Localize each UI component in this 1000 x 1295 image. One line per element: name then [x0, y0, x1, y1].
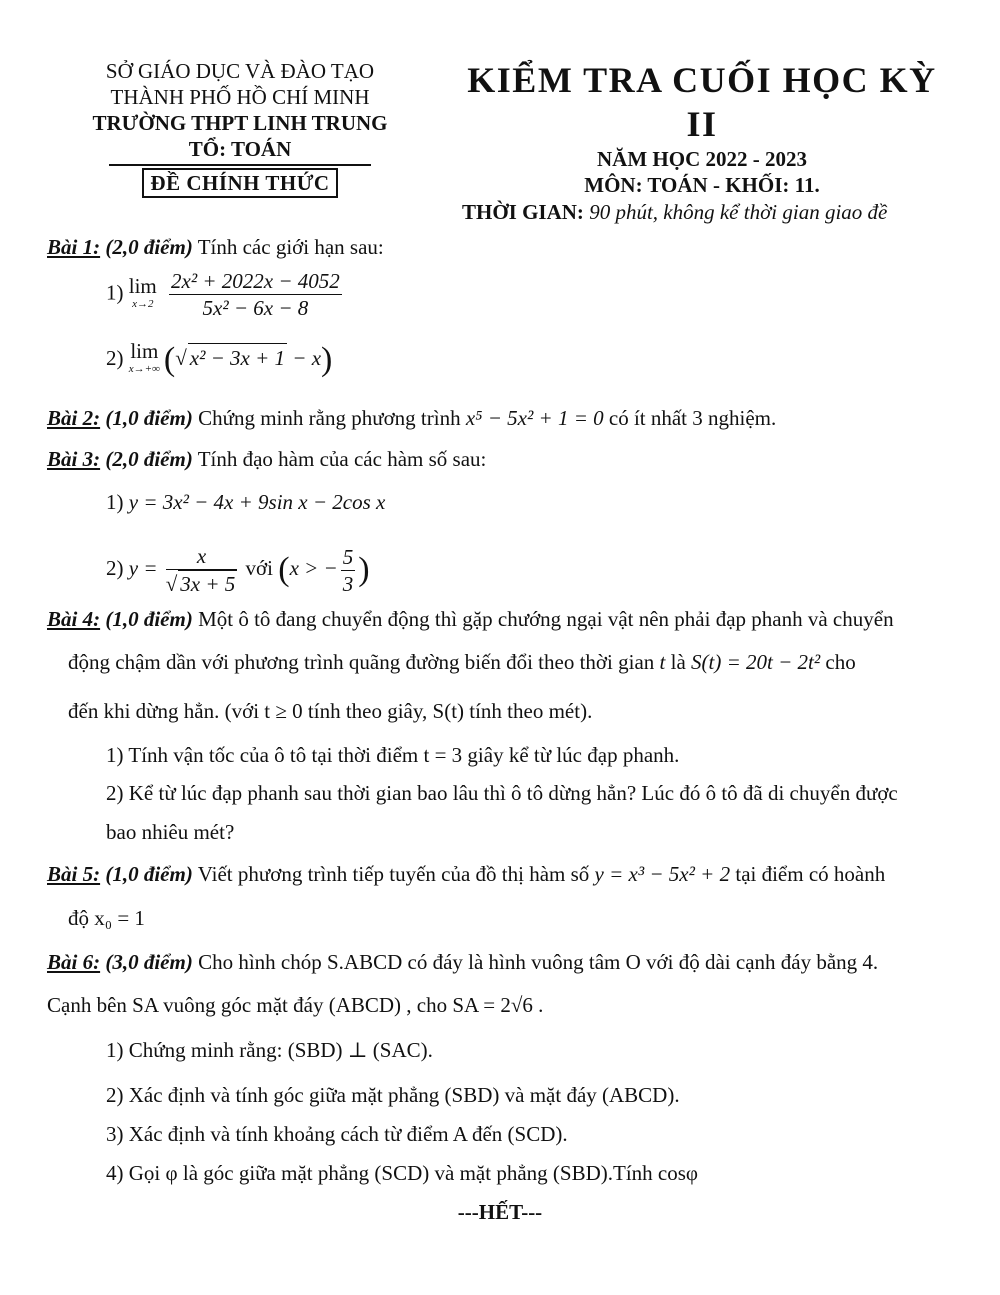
bai3-q2-fraction — [166, 543, 238, 597]
bai1-q1-fraction — [169, 268, 342, 321]
paren-close: ) — [321, 341, 333, 378]
sqrt-radicand: x² − 3x + 1 — [188, 343, 287, 372]
bai1-q2-limit — [128, 339, 160, 378]
bai4-q2a: 2) Kể từ lúc đạp phanh sau thời gian bao lâu thì ô tô dừng hẳn? Lúc đó ô tô đã di chuyển được — [106, 781, 898, 805]
bai4-var-t: t — [659, 650, 666, 674]
city-name: THÀNH PHỐ HỒ CHÍ MINH — [110, 85, 370, 109]
header-right — [452, 58, 952, 226]
bai3-q2 — [106, 543, 370, 597]
end-marker: ---HẾT--- — [457, 1200, 543, 1224]
bai2-tail: có ít nhất 3 nghiệm. — [608, 406, 777, 430]
bai4-label: Bài 4: — [47, 607, 101, 631]
bai2-equation: x⁵ − 5x² + 1 = 0 — [465, 406, 604, 430]
bai5-text: Viết phương trình tiếp tuyến của đồ thị hàm số — [197, 862, 590, 886]
subject-line: MÔN: TOÁN - KHỐI: 11. — [584, 173, 820, 197]
fraction-numerator: 5 — [342, 544, 354, 569]
bai5-line2: độ x₀ = 1 — [68, 906, 145, 930]
bai3-q1-equation: y = 3x² − 4x + 9sin x − 2cos x — [128, 490, 386, 514]
fraction-numerator: 2x² + 2022x − 4052 — [171, 269, 340, 293]
bai4-line2 — [68, 648, 856, 676]
bai1-q1-num: 1) — [106, 280, 124, 305]
paren-open: ( — [278, 551, 290, 588]
exam-title: KIỂM TRA CUỐI HỌC KỲ II — [467, 60, 937, 144]
school-year: NĂM HỌC 2022 - 2023 — [597, 147, 807, 171]
bai2-label: Bài 2: — [47, 406, 101, 430]
bai3-q1-num: 1) — [106, 490, 124, 514]
bai3-text: Tính đạo hàm của các hàm số sau: — [197, 447, 487, 471]
header-left — [60, 58, 420, 198]
fraction-denominator: √ 3x + 5 — [165, 572, 236, 596]
dept-name: SỞ GIÁO DỤC VÀ ĐÀO TẠO — [105, 59, 375, 83]
bai5-heading — [47, 860, 885, 888]
bai4-line2-cho: cho — [825, 650, 856, 674]
bai3-label: Bài 3: — [47, 447, 101, 471]
bai3-q2-y: y = — [128, 555, 158, 580]
bai4-heading — [47, 605, 894, 633]
school-name: TRƯỜNG THPT LINH TRUNG — [92, 111, 388, 135]
bai4-line2-la: là — [670, 650, 686, 674]
bai1-points: (2,0 điểm) — [105, 235, 193, 259]
official-stamp: ĐỀ CHÍNH THỨC — [142, 168, 337, 198]
bai4-points: (1,0 điểm) — [105, 607, 193, 631]
bai6-q2: 2) Xác định và tính góc giữa mặt phẳng (SBD) và mặt đáy (ABCD). — [106, 1083, 680, 1107]
bai5-points: (1,0 điểm) — [105, 862, 193, 886]
lim-sub: x→+∞ — [128, 363, 160, 375]
bai1-label: Bài 1: — [47, 235, 101, 259]
time-line — [452, 198, 952, 226]
bai2-text: Chứng minh rằng phương trình — [198, 406, 461, 430]
bai6-q4: 4) Gọi φ là góc giữa mặt phẳng (SCD) và mặt phẳng (SBD).Tính cosφ — [106, 1161, 699, 1185]
bai2-points: (1,0 điểm) — [105, 406, 193, 430]
bai1-q1-limit — [128, 273, 157, 313]
bai2-heading — [47, 404, 776, 432]
bai6-heading — [47, 948, 878, 976]
bai1-q2 — [106, 339, 333, 378]
bai4-q2b: bao nhiêu mét? — [106, 820, 235, 844]
bai1-q1 — [106, 268, 345, 321]
time-value: 90 phút, không kể thời gian giao đề — [589, 200, 888, 224]
bai1-heading — [47, 233, 384, 261]
fraction-denominator: 5x² − 6x − 8 — [202, 296, 309, 320]
fraction-denominator: 3 — [342, 571, 354, 596]
bai4-line2-text: động chậm dần với phương trình quãng đường biến đổi theo thời gian — [68, 650, 655, 674]
bai3-q2-cond-fraction — [341, 544, 356, 597]
bai6-label: Bài 6: — [47, 950, 101, 974]
paren-open: ( — [163, 341, 176, 378]
bai6-q3: 3) Xác định và tính khoảng cách từ điểm A đến (SCD). — [106, 1122, 568, 1146]
header-divider — [109, 164, 371, 166]
bai4-q1: 1) Tính vận tốc của ô tô tại thời điểm t = 3 giây kể từ lúc đạp phanh. — [106, 743, 680, 767]
bai3-q1 — [106, 488, 385, 516]
bai3-points: (2,0 điểm) — [105, 447, 193, 471]
bai6-line2: Cạnh bên SA vuông góc mặt đáy (ABCD) , cho SA = 2√6 . — [47, 993, 544, 1017]
lim-text: lim — [130, 339, 159, 363]
fraction-numerator: x — [166, 543, 238, 570]
bai4-equation: S(t) = 20t − 2t² — [691, 650, 821, 674]
bai6-points: (3,0 điểm) — [105, 950, 193, 974]
lim-sub: x→2 — [132, 297, 154, 310]
bai4-line1: Một ô tô đang chuyển động thì gặp chướng ngại vật nên phải đạp phanh và chuyển — [198, 607, 894, 631]
bai3-q2-num: 2) — [106, 555, 124, 580]
paren-close: ) — [358, 551, 370, 588]
lim-text: lim — [128, 273, 157, 298]
bai1-text: Tính các giới hạn sau: — [197, 235, 384, 259]
sqrt-symbol: √ — [175, 345, 187, 370]
group-name: TỔ: TOÁN — [188, 137, 292, 161]
bai4-line3: đến khi dừng hẳn. (với t ≥ 0 tính theo giây, S(t) tính theo mét). — [68, 699, 593, 723]
bai3-heading — [47, 445, 486, 473]
bai1-q2-num: 2) — [106, 345, 124, 370]
bai5-equation: y = x³ − 5x² + 2 — [594, 862, 731, 886]
bai5-tail: tại điểm có hoành — [735, 862, 886, 886]
sqrt-radicand: 3x + 5 — [180, 572, 236, 596]
time-label: THỜI GIAN: — [462, 200, 584, 224]
bai5-label: Bài 5: — [47, 862, 101, 886]
bai3-q2-condition: x > − — [289, 555, 338, 580]
bai6-line1: Cho hình chóp S.ABCD có đáy là hình vuông tâm O với độ dài cạnh đáy bằng 4. — [198, 950, 879, 974]
bai6-q1: 1) Chứng minh rằng: (SBD) ⊥ (SAC). — [106, 1038, 433, 1062]
bai1-q2-rest: − x — [292, 345, 322, 370]
bai3-q2-with: với — [245, 555, 273, 580]
